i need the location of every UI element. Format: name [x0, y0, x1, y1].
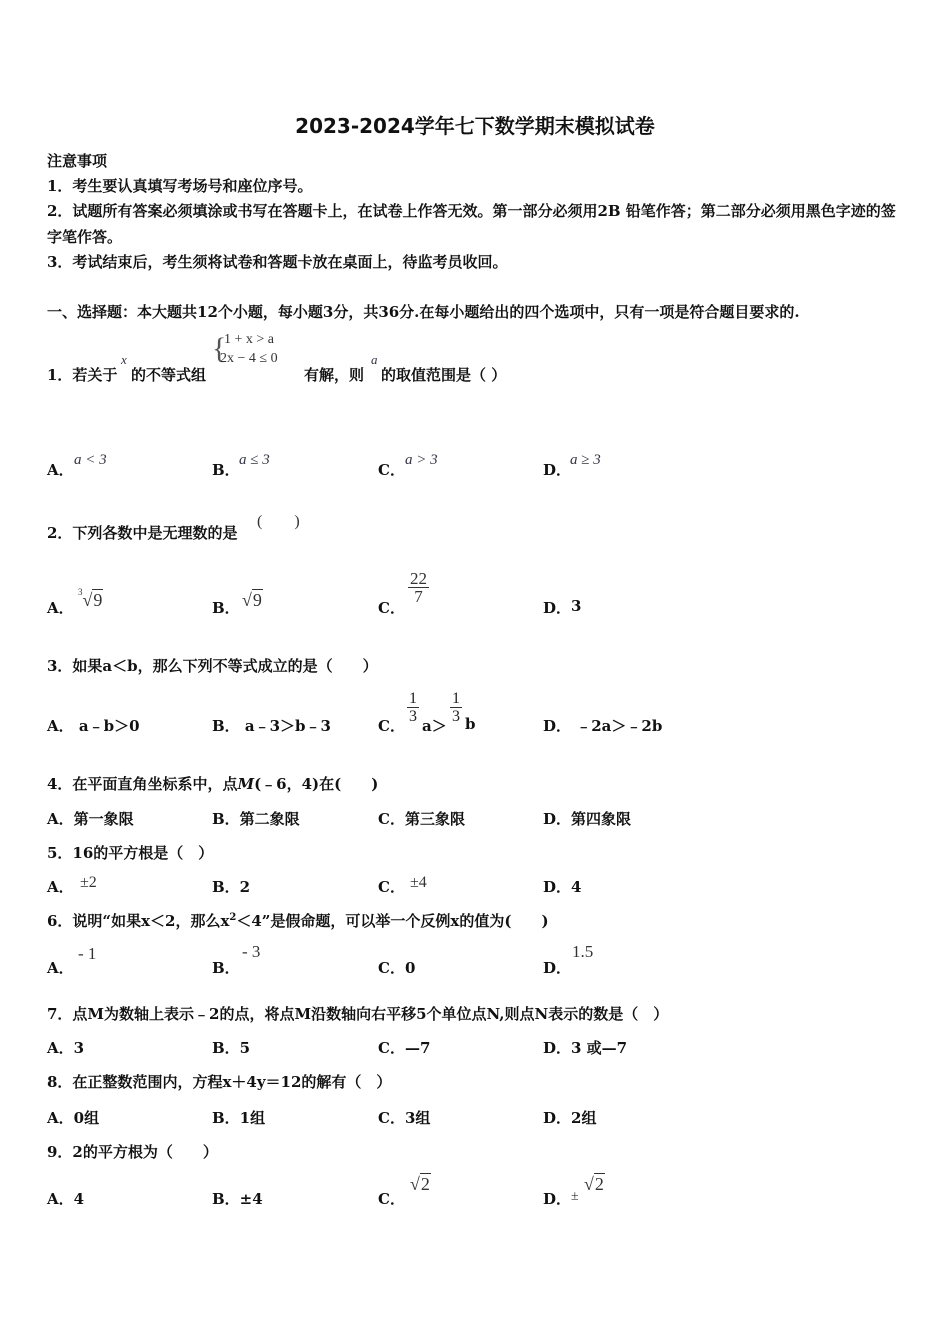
q3-option-c-fraction-1[interactable] [407, 690, 419, 725]
page-title: 2023-2024学年七下数学期末模拟试卷 [295, 114, 655, 138]
q9-option-d-label[interactable]: D． [543, 1190, 572, 1208]
numerator: 22 [410, 569, 427, 588]
numerator: 1 [409, 690, 417, 707]
q7-option-b[interactable]: B．5 [212, 1039, 251, 1057]
q9-option-a[interactable]: A．4 [47, 1190, 85, 1208]
q3-option-a[interactable]: A． a﹣b＞0 [47, 717, 140, 735]
radicand: 9 [93, 590, 103, 610]
question-2-paren: ( ) [257, 513, 300, 530]
q9-option-d[interactable] [584, 1174, 605, 1195]
question-3-stem: 3．如果a＜b，那么下列不等式成立的是（ ） [47, 657, 378, 675]
q6-option-a[interactable]: - 1 [78, 944, 97, 963]
q2-option-c-fraction[interactable] [408, 570, 429, 605]
q5-option-a-label[interactable]: A． [47, 878, 74, 896]
question-7-stem: 7．点M为数轴上表示﹣2的点，将点M沿数轴向右平移5个单位点N,则点N表示的数是（ ） [47, 1005, 669, 1023]
q2-option-d-label[interactable]: D． [543, 599, 572, 617]
q6-option-d-label[interactable]: D． [543, 959, 572, 977]
q1-option-c[interactable]: a > 3 [405, 452, 438, 468]
question-5-stem: 5．16的平方根是（ ） [47, 844, 214, 862]
system-line-1: 1 + x > a [224, 332, 275, 347]
radicand: 2 [594, 1174, 604, 1194]
q5-option-b[interactable]: B．2 [212, 878, 251, 896]
q9-option-d-pm[interactable]: ± [571, 1189, 579, 1204]
q4-option-a[interactable]: A．第一象限 [47, 810, 134, 828]
notice-item-3: 3．考试结束后，考生须将试卷和答题卡放在桌面上，待监考员收回。 [47, 253, 508, 271]
q9-option-c-label[interactable]: C． [378, 1190, 405, 1208]
q2-option-a[interactable] [78, 587, 103, 611]
question-2-stem: 2．下列各数中是无理数的是 [47, 524, 238, 542]
stem-suffix: ＜4”是假命题，可以举一个反例x的值为( ) [236, 912, 549, 930]
q3-option-c-label[interactable]: C． [378, 717, 405, 735]
q3-option-d[interactable]: D． ﹣2a＞﹣2b [543, 717, 663, 735]
section-heading: 一、选择题：本大题共12个小题，每小题3分，共36分.在每小题给出的四个选项中，只有一项是符合题目要求的. [47, 303, 800, 321]
radical-icon: √ [82, 590, 93, 610]
q3-option-b[interactable]: B． a﹣3＞b﹣3 [212, 717, 331, 735]
q7-option-d[interactable]: D．3 或—7 [543, 1039, 628, 1057]
q4-option-b[interactable]: B．第二象限 [212, 810, 300, 828]
question-8-stem: 8．在正整数范围内，方程x＋4y＝12的解有（ ） [47, 1073, 392, 1091]
q3-option-c-mid[interactable]: a＞ [422, 717, 447, 735]
q6-option-d[interactable]: 1.5 [572, 942, 594, 961]
question-1-mid: 的不等式组 [131, 366, 207, 384]
radical-icon: √ [242, 590, 252, 610]
q7-option-c[interactable]: C．—7 [378, 1039, 431, 1057]
q4-option-d[interactable]: D．第四象限 [543, 810, 632, 828]
q1-option-b[interactable]: a ≤ 3 [239, 452, 270, 468]
q3-option-c-fraction-2[interactable] [450, 690, 462, 725]
q9-option-c[interactable] [410, 1174, 431, 1195]
root-index: 3 [78, 587, 83, 597]
q8-option-c[interactable]: C．3组 [378, 1109, 431, 1127]
q1-option-c-label[interactable]: C． [378, 461, 405, 479]
stem-prefix: 4．在平面直角坐标系中，点 [47, 775, 238, 793]
q9-option-b[interactable]: B．±4 [212, 1190, 263, 1208]
question-1-var-x: x [121, 352, 127, 367]
q5-option-a[interactable]: ±2 [80, 874, 97, 891]
q5-option-c-label[interactable]: C． [378, 878, 405, 896]
system-line-2: 2x − 4 ≤ 0 [220, 351, 278, 366]
q5-option-d[interactable]: D．4 [543, 878, 582, 896]
numerator: 1 [452, 690, 460, 707]
point-M: M [237, 775, 255, 793]
radical-icon: √ [584, 1174, 594, 1194]
question-1-var-a: a [371, 352, 378, 367]
notice-item-1: 1．考生要认真填写考场号和座位序号。 [47, 177, 313, 195]
q2-option-c-label[interactable]: C． [378, 599, 405, 617]
question-1-prefix: 1．若关于 [47, 366, 118, 384]
q5-option-c[interactable]: ±4 [410, 874, 427, 891]
q2-option-b[interactable] [242, 590, 263, 611]
q6-option-b[interactable]: - 3 [242, 942, 261, 961]
question-6-stem [47, 910, 549, 931]
exponent: 2 [229, 912, 237, 923]
left-brace-icon: { [212, 332, 227, 365]
q6-option-b-label[interactable]: B． [212, 959, 240, 977]
q2-option-d[interactable]: 3 [571, 597, 582, 615]
q1-option-d[interactable]: a ≥ 3 [570, 452, 601, 468]
radicand: 2 [420, 1174, 430, 1194]
stem-prefix: 6．说明“如果x＜2，那么x [47, 912, 230, 930]
notice-item-2: 2．试题所有答案必须填涂或书写在答题卡上，在试卷上作答无效。第一部分必须用2B 铅笔作答；第二部分必须用黑色字迹的签字笔作答。 [47, 202, 896, 246]
stem-suffix: (﹣6，4)在( ) [254, 775, 379, 793]
q1-option-a-label[interactable]: A． [47, 461, 74, 479]
q7-option-a[interactable]: A．3 [47, 1039, 85, 1057]
q1-option-b-label[interactable]: B． [212, 461, 240, 479]
q1-option-a[interactable]: a < 3 [74, 452, 107, 468]
q6-option-c[interactable]: C．0 [378, 959, 416, 977]
q8-option-b[interactable]: B．1组 [212, 1109, 266, 1127]
q2-option-a-label[interactable]: A． [47, 599, 74, 617]
denominator: 3 [452, 708, 460, 725]
q6-option-a-label[interactable]: A． [47, 959, 74, 977]
notice-heading: 注意事项 [47, 152, 108, 170]
radicand: 9 [252, 590, 262, 610]
question-1-post2: 的取值范围是（ ） [381, 366, 507, 384]
denominator: 3 [409, 708, 417, 725]
question-9-stem: 9．2的平方根为（ ） [47, 1143, 218, 1161]
q2-option-b-label[interactable]: B． [212, 599, 240, 617]
radical-icon: √ [410, 1174, 420, 1194]
q4-option-c[interactable]: C．第三象限 [378, 810, 465, 828]
question-4-stem [47, 773, 378, 794]
denominator: 7 [414, 587, 423, 606]
q3-option-c-end[interactable]: b [465, 715, 476, 733]
question-1-post: 有解，则 [304, 366, 365, 384]
q1-option-d-label[interactable]: D． [543, 461, 572, 479]
q8-option-a[interactable]: A．0组 [47, 1109, 100, 1127]
q8-option-d[interactable]: D．2组 [543, 1109, 597, 1127]
